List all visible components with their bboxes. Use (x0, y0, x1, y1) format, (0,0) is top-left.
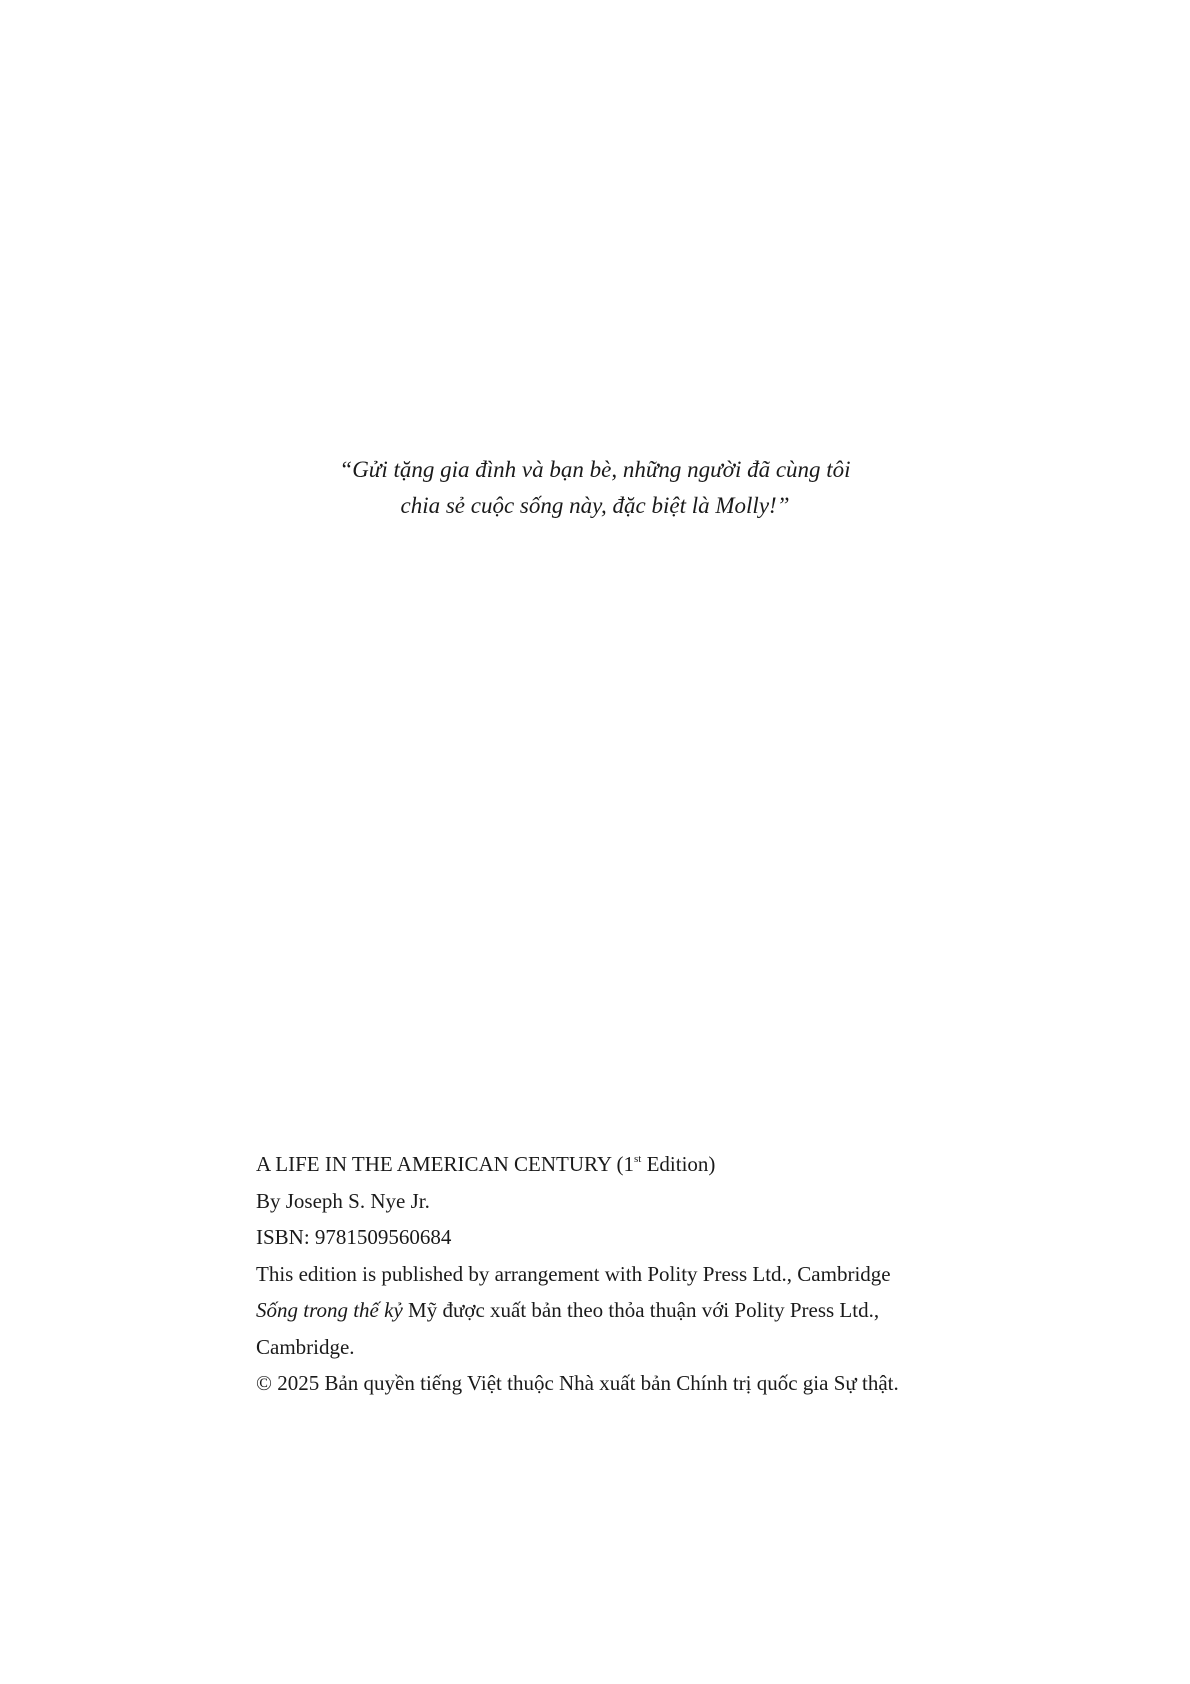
original-title (256, 1146, 946, 1183)
isbn-line: ISBN: 9781509560684 (256, 1225, 452, 1249)
dedication-line-1: “Gửi tặng gia đình và bạn bè, những người đã cùng tôi (339, 457, 851, 482)
vietnamese-title: Sống trong thế kỷ (256, 1298, 403, 1322)
original-title-edition: Edition) (641, 1152, 716, 1176)
arrangement-english: This edition is published by arrangement with Polity Press Ltd., Cambridge (256, 1261, 891, 1286)
vietnamese-arrangement-text: Mỹ được xuất bản theo thỏa thuận với Polity Press Ltd., Cambridge. (256, 1298, 880, 1359)
original-title-text: A LIFE IN THE AMERICAN CENTURY (1 (256, 1152, 634, 1176)
arrangement-vietnamese (256, 1292, 946, 1365)
dedication-line-2: chia sẻ cuộc sống này, đặc biệt là Molly!” (400, 493, 790, 518)
edition-superscript: st (634, 1153, 642, 1165)
copyright-block (256, 1146, 946, 1402)
dedication (0, 452, 1190, 524)
author-line: By Joseph S. Nye Jr. (256, 1188, 430, 1213)
copyright-notice: © 2025 Bản quyền tiếng Việt thuộc Nhà xuất bản Chính trị quốc gia Sự thật. (256, 1371, 899, 1395)
